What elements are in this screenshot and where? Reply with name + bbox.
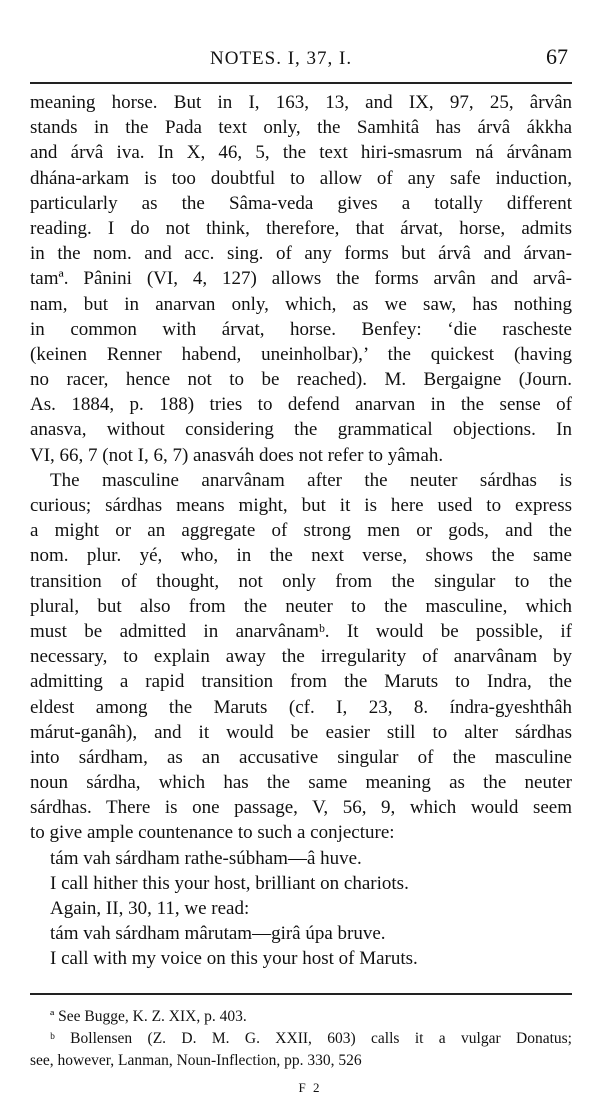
- text-line: eldest among the Maruts (cf. I, 23, 8. índra-gyeshthâh: [30, 696, 572, 718]
- text-line: and árvâ iva. In X, 46, 5, the text hiri-smasrum ná árvânam: [30, 142, 572, 164]
- text-line: meaning horse. But in I, 163, 13, and IX, 97, 25, ârvân: [30, 92, 572, 113]
- text-line: plural, but also from the neuter to the masculine, which: [30, 595, 572, 617]
- text-line: tám vah sárdham rathe-súbham—â huve.: [50, 847, 362, 869]
- text-line: must be admitted in anarvânamᵇ. It would be possible, if: [30, 620, 572, 642]
- text-line: nom. plur. yé, who, in the next verse, shows the same: [30, 545, 572, 567]
- text-line: tamª. Pânini (VI, 4, 127) allows the forms arvân and arvâ-: [30, 268, 572, 290]
- text-line: anasva, without considering the grammatical objections. In: [30, 419, 572, 441]
- page-number: 67: [546, 44, 568, 69]
- text-line: tám vah sárdham mârutam—girâ úpa bruve.: [50, 923, 386, 945]
- text-line: admitting a rapid transition from the Maruts to Indra, the: [30, 671, 572, 693]
- text-line: márut-ganâh), and it would be easier still to alter sárdhas: [30, 721, 572, 743]
- printer-signature: F 2: [298, 1080, 322, 1095]
- text-line: The masculine anarvânam after the neuter sárdhas is: [50, 469, 572, 491]
- footnotes: [30, 1006, 572, 1072]
- text-line: curious; sárdhas means might, but it is here used to express: [30, 495, 572, 516]
- footnote-line: ª See Bugge, K. Z. XIX, p. 403.: [50, 1008, 247, 1025]
- text-line: necessary, to explain away the irregularity of anarvânam by: [30, 646, 572, 668]
- text-line: dhána-arkam is too doubtful to allow of any safe induction,: [30, 167, 572, 189]
- running-header: NOTES. I, 37, I.: [210, 48, 353, 69]
- text-line: in the nom. and acc. sing. of any forms but árvâ and árvan-: [30, 243, 572, 265]
- footnote-rule: [30, 993, 572, 995]
- text-line: to give ample countenance to such a conjecture:: [30, 822, 395, 844]
- header-rule: [30, 82, 572, 84]
- text-line: in common with árvat, horse. Benfey: ‘die rascheste: [30, 318, 572, 340]
- text-line: nam, but in anarvan only, which, as we saw, has nothing: [30, 293, 572, 315]
- text-line: reading. I do not think, therefore, that árvat, horse, admits: [30, 217, 572, 239]
- text-line: Again, II, 30, 11, we read:: [50, 898, 250, 919]
- text-line: I call hither this your host, brilliant on chariots.: [50, 872, 409, 894]
- text-line: stands in the Pada text only, the Samhitâ has árvâ ákkha: [30, 117, 572, 139]
- text-line: transition of thought, not only from the singular to the: [30, 570, 572, 592]
- text-line: a might or an aggregate of strong men or gods, and the: [30, 520, 572, 542]
- body-text: [30, 90, 572, 972]
- footnote-line: ᵇ Bollensen (Z. D. M. G. XXII, 603) calls it a vulgar Donatus;: [50, 1030, 572, 1047]
- text-line: (keinen Renner habend, uneinholbar),’ the quickest (having: [30, 343, 572, 365]
- text-line: sárdhas. There is one passage, V, 56, 9, which would seem: [30, 797, 572, 819]
- text-line: no racer, hence not to be reached). M. Bergaigne (Journ.: [30, 369, 572, 391]
- text-line: VI, 66, 7 (not I, 6, 7) anasváh does not refer to yâmah.: [30, 444, 444, 466]
- footnote-line: see, however, Lanman, Noun-Inflection, pp. 330, 526: [30, 1052, 362, 1069]
- text-line: As. 1884, p. 188) tries to defend anarvan in the sense of: [30, 394, 572, 416]
- text-line: noun sárdha, which has the same meaning as the neuter: [30, 772, 572, 794]
- text-line: I call with my voice on this your host of Maruts.: [50, 948, 418, 970]
- text-line: particularly as the Sâma-veda gives a totally different: [30, 192, 572, 214]
- text-line: into sárdham, as an accusative singular of the masculine: [30, 746, 572, 768]
